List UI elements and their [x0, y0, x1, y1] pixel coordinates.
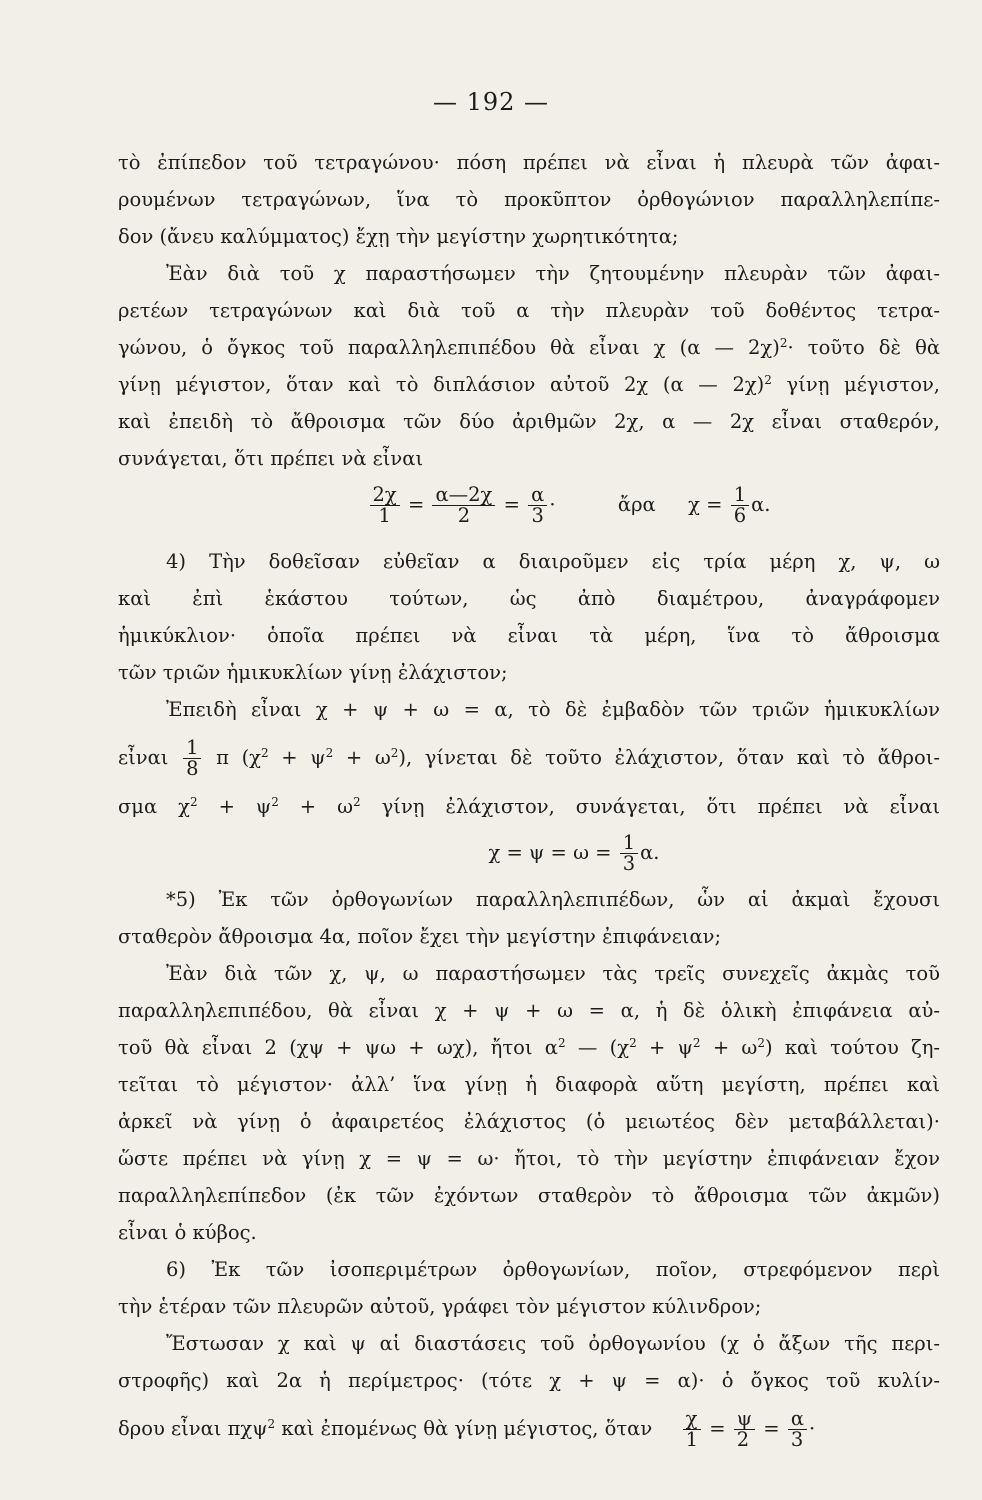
numerator: α [528, 485, 547, 506]
text-line: ὥστε πρέπει νὰ γίνῃ χ = ψ = ω· ἤτοι, τὸ τὴν μεγίστην ἐπιφάνειαν ἔχον [118, 1147, 940, 1170]
text-line: Ἐπειδὴ εἶναι χ + ψ + ω = α, τὸ δὲ ἐμβαδὸν τῶν τριῶν ἡμικυκλίων [166, 698, 940, 721]
text-segment: γίνῃ ἐλάχιστον, συνάγεται, ὅτι πρέπει νὰ εἶναι [360, 795, 941, 818]
superscript: 2 [267, 1417, 276, 1431]
superscript: 2 [764, 373, 772, 387]
superscript: 2 [189, 795, 198, 809]
text-line: σταθερὸν ἄθροισμα 4α, ποῖον ἔχει τὴν μεγίστην ἐπιφάνειαν; [118, 925, 722, 948]
equals-sign: = [709, 1417, 726, 1440]
superscript: 2 [271, 795, 279, 809]
numerator: 1 [731, 485, 749, 506]
equals-sign: = [503, 493, 520, 516]
text-line: τὴν ἑτέραν τῶν πλευρῶν αὐτοῦ, γράφει τὸν μέγιστον κύλινδρον; [118, 1295, 762, 1318]
text-line: *5) Ἐκ τῶν ὀρθογωνίων παραλληλεπιπέδων, ὧν αἱ ἀκμαὶ ἔχουσι [166, 888, 940, 911]
text-line: τὸ ἐπίπεδον τοῦ τετραγώνου· πόση πρέπει νὰ εἶναι ἡ πλευρὰ τῶν ἀφαι- [118, 151, 940, 174]
dot: · [549, 493, 556, 516]
numerator: α [788, 1409, 807, 1430]
text-segment: καὶ ἐπομένως θὰ γίνῃ μέγιστος, ὅταν [275, 1417, 653, 1440]
text-segment: γώνου, ὁ ὄγκος τοῦ παραλληλεπιπέδου θὰ εἶναι χ (α — 2χ) [118, 336, 780, 359]
fraction [370, 482, 400, 527]
numerator: 1 [620, 833, 638, 854]
text-line: τῶν τριῶν ἡμικυκλίων γίνῃ ἐλάχιστον; [118, 661, 508, 684]
fraction [432, 482, 495, 527]
superscript: 2 [353, 795, 361, 809]
text-line [118, 1399, 940, 1459]
text-segment: εἶναι [118, 746, 169, 769]
equals-sign: = [407, 493, 425, 516]
equation-1 [118, 477, 940, 533]
fraction [788, 1406, 807, 1451]
equation-lhs: χ = [688, 493, 723, 516]
text-line: δον (ἄνευ καλύμματος) ἔχῃ τὴν μεγίστην χωρητικότητα; [118, 225, 679, 248]
text-line [118, 1029, 940, 1066]
numerator: 2χ [370, 485, 400, 506]
equation-lhs: χ = ψ = ω = [488, 841, 612, 864]
equation-tail: α. [640, 841, 660, 864]
equation-tail: α. [751, 493, 771, 516]
text-segment: γίνῃ μέγιστον, ὅταν καὶ τὸ διπλάσιον αὐτοῦ 2χ (α — 2χ) [118, 373, 765, 396]
text-segment: — (χ [565, 1036, 630, 1059]
fraction [620, 830, 638, 875]
text-segment: + ψ [268, 746, 326, 769]
denominator: 3 [622, 852, 636, 875]
text-segment: γίνῃ μέγιστον, [771, 373, 941, 396]
text-line [118, 366, 940, 403]
text-line: Ἔστωσαν χ καὶ ψ αἱ διαστάσεις τοῦ ὀρθογωνίου (χ ὁ ἄξων τῆς περι- [166, 1332, 940, 1355]
fraction [183, 735, 201, 780]
text-segment: τοῦ θὰ εἶναι 2 (χψ + ψω + ωχ), ἤτοι α [118, 1036, 558, 1059]
denominator: 6 [733, 504, 747, 527]
numerator: 1 [183, 738, 201, 759]
superscript: 2 [692, 1036, 701, 1050]
text-line: 6) Ἐκ τῶν ἰσοπεριμέτρων ὀρθογωνίων, ποῖον, στρεφόμενον περὶ [166, 1258, 940, 1281]
equation-2 [118, 825, 940, 881]
fraction [528, 482, 547, 527]
text-line [118, 329, 940, 366]
superscript: 2 [557, 1036, 566, 1050]
text-line: Ἐὰν διὰ τῶν χ, ψ, ω παραστήσωμεν τὰς τρεῖς συνεχεῖς ἀκμὰς τοῦ [166, 962, 940, 985]
denominator: 1 [685, 1428, 699, 1451]
text-line: παραλληλεπίπεδον (ἐκ τῶν ἐχόντων σταθερὸν τὸ ἄθροισμα τῶν ἀκμῶν) [118, 1184, 940, 1207]
text-segment: ) καὶ τούτου ζη- [764, 1036, 941, 1059]
text-line: παραλληλεπιπέδου, θὰ εἶναι χ + ψ + ω = α, ἡ δὲ ὁλικὴ ἐπιφάνεια αὐ- [118, 999, 940, 1022]
superscript: 2 [779, 336, 788, 350]
dot: · [808, 1417, 816, 1440]
text-line: εἶναι ὁ κύβος. [118, 1221, 257, 1244]
text-segment: δρου εἶναι πχψ [118, 1417, 268, 1440]
numerator: χ [683, 1409, 701, 1430]
equation-word: ἄρα [617, 493, 656, 516]
text-line: ρουμένων τετραγώνων, ἵνα τὸ προκῦπτον ὀρθογώνιον παραλληλεπίπε- [118, 188, 940, 211]
text-line: συνάγεται, ὅτι πρέπει νὰ εἶναι [118, 447, 424, 470]
numerator: ψ [734, 1409, 755, 1430]
text-segment: · τοῦτο δὲ θὰ [787, 336, 940, 359]
denominator: 3 [790, 1428, 804, 1451]
denominator: 8 [186, 757, 199, 780]
text-line [118, 788, 940, 825]
superscript: 2 [757, 1036, 765, 1050]
fraction [683, 1406, 701, 1451]
text-line: καὶ ἐπὶ ἑκάστου τούτων, ὡς ἀπὸ διαμέτρου, ἀναγράφομεν [118, 587, 940, 610]
text-segment: + ψ [197, 795, 272, 818]
fraction [731, 482, 749, 527]
text-segment: + ω [333, 746, 391, 769]
superscript: 2 [629, 1036, 637, 1050]
denominator: 1 [378, 504, 391, 527]
text-segment: ), γίνεται δὲ τοῦτο ἐλάχιστον, ὅταν καὶ τὸ ἄθροι- [398, 746, 940, 769]
text-line: ἡμικύκλιον· ὁποῖα πρέπει νὰ εἶναι τὰ μέρη, ἵνα τὸ ἄθροισμα [118, 624, 940, 647]
text-line: καὶ ἐπειδὴ τὸ ἄθροισμα τῶν δύο ἀριθμῶν 2χ, α — 2χ εἶναι σταθερόν, [118, 410, 940, 433]
text-line: 4) Τὴν δοθεῖσαν εὐθεῖαν α διαιροῦμεν εἰς τρία μέρη χ, ψ, ω [166, 550, 940, 573]
page-number: — 192 — [432, 88, 550, 116]
fraction [734, 1406, 755, 1451]
text-line [118, 728, 940, 788]
text-segment: + ψ [636, 1036, 693, 1059]
text-line: ἀρκεῖ νὰ γίνῃ ὁ ἀφαιρετέος ἐλάχιστος (ὁ μειωτέος δὲν μεταβάλλεται)· [118, 1110, 940, 1133]
text-segment: + ω [278, 795, 354, 818]
text-segment: + ω [700, 1036, 758, 1059]
text-segment: π (χ [216, 746, 262, 769]
text-line: ρετέων τετραγώνων καὶ διὰ τοῦ α τὴν πλευρὰν τοῦ δοθέντος τετρα- [118, 299, 940, 322]
equals-sign: = [763, 1417, 780, 1440]
page-body [118, 144, 940, 1459]
denominator: 2 [736, 1428, 750, 1451]
denominator: 2 [457, 504, 471, 527]
text-line: στροφῆς) καὶ 2α ἡ περίμετρος· (τότε χ + ψ = α)· ὁ ὄγκος τοῦ κυλίν- [118, 1369, 940, 1392]
superscript: 2 [325, 746, 334, 760]
superscript: 2 [261, 746, 269, 760]
text-line: τεῖται τὸ μέγιστον· ἀλλ’ ἵνα γίνῃ ἡ διαφορὰ αὕτη μεγίστη, πρέπει καὶ [118, 1073, 940, 1096]
superscript: 2 [390, 746, 399, 760]
text-line: Ἐὰν διὰ τοῦ χ παραστήσωμεν τὴν ζητουμένην πλευρὰν τῶν ἀφαι- [166, 262, 940, 285]
text-segment: σμα χ [118, 795, 190, 818]
numerator: α—2χ [432, 485, 495, 506]
denominator: 3 [531, 504, 544, 527]
